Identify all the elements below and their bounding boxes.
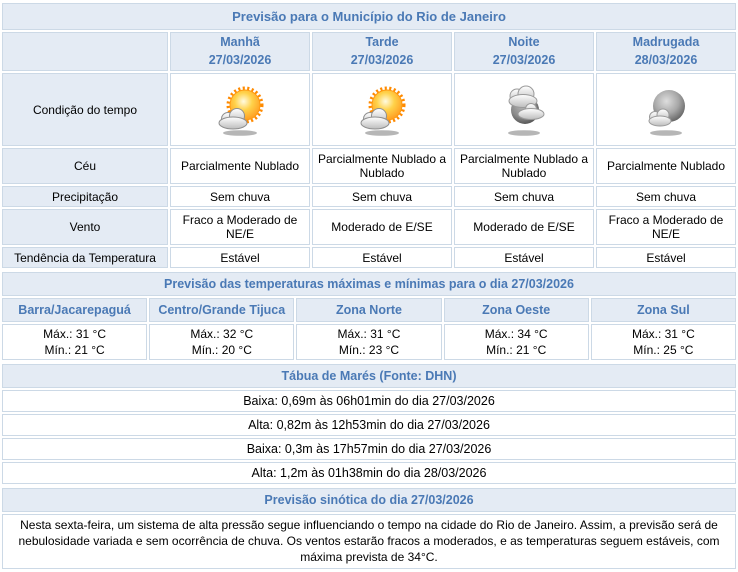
tides-table [0,362,738,486]
tide-row: Baixa: 0,69m às 06h01min do dia 27/03/2026 [2,390,736,412]
sky-value: Parcialmente Nublado [596,148,736,184]
weather-cell-madrugada [596,73,736,146]
min-temp: Mín.: 23 °C [338,343,400,358]
precipitation-value: Sem chuva [312,186,452,207]
region-header-centro: Centro/Grande Tijuca [149,298,294,322]
sky-value: Parcialmente Nublado [170,148,310,184]
tide-row: Alta: 1,2m às 01h38min do dia 28/03/2026 [2,462,736,484]
max-temp: Máx.: 31 °C [631,327,695,341]
precipitation-value: Sem chuva [454,186,594,207]
region-header-zona-oeste: Zona Oeste [444,298,589,322]
region-temps-barra [2,324,147,360]
period-date: 27/03/2026 [492,52,556,67]
wind-value: Fraco a Moderado de NE/E [170,209,310,245]
partly-cloudy-day-icon [351,82,413,138]
weather-cell-tarde [312,73,452,146]
region-temps-zona-sul [591,324,736,360]
partly-cloudy-day-icon [209,82,271,138]
period-label: Manhã [220,35,260,49]
min-temp: Mín.: 25 °C [633,343,694,358]
tides-section-header: Tábua de Marés (Fonte: DHN) [2,364,736,388]
forecast-table [0,1,738,270]
min-temp: Mín.: 21 °C [486,343,547,358]
region-temps-centro [149,324,294,360]
max-temp: Máx.: 31 °C [43,327,106,341]
region-header-zona-sul: Zona Sul [591,298,736,322]
weather-cell-noite [454,73,594,146]
temp-trend-value: Estável [170,247,310,268]
period-date: 27/03/2026 [208,52,272,67]
temperatures-table [0,270,738,362]
max-temp: Máx.: 31 °C [337,327,401,341]
wind-value: Moderado de E/SE [454,209,594,245]
partly-cloudy-night-icon [635,82,697,138]
precipitation-value: Sem chuva [596,186,736,207]
region-header-zona-norte: Zona Norte [296,298,441,322]
column-header-tarde [312,32,452,71]
row-label-vento: Vento [2,209,168,245]
temp-trend-value: Estável [312,247,452,268]
temp-trend-value: Estável [596,247,736,268]
region-temps-zona-norte [296,324,441,360]
wind-value: Moderado de E/SE [312,209,452,245]
period-label: Tarde [365,35,399,49]
precipitation-value: Sem chuva [170,186,310,207]
synoptic-table [0,486,738,571]
tide-row: Alta: 0,82m às 12h53min do dia 27/03/2026 [2,414,736,436]
period-label: Madrugada [632,35,700,49]
synoptic-text: Nesta sexta-feira, um sistema de alta pressão segue influenciando o tempo na cidade do Rio de Janeiro. Assim, a previsão será de nebulosidade variada e sem ocorrência de chuva. Os ventos estarão fracos a moderados, e as temperaturas seguem estáveis, com máxima prevista de 34°C. [2,514,736,569]
temperatures-section-header: Previsão das temperaturas máximas e mínimas para o dia 27/03/2026 [2,272,736,296]
region-header-barra: Barra/Jacarepaguá [2,298,147,322]
column-header-madrugada [596,32,736,71]
row-label-tendencia: Tendência da Temperatura [2,247,168,268]
period-date: 27/03/2026 [350,52,414,67]
min-temp: Mín.: 21 °C [44,343,105,358]
wind-value: Fraco a Moderado de NE/E [596,209,736,245]
tide-row: Baixa: 0,3m às 17h57min do dia 27/03/2026 [2,438,736,460]
period-date: 28/03/2026 [634,52,698,67]
temp-trend-value: Estável [454,247,594,268]
min-temp: Mín.: 20 °C [191,343,252,358]
column-header-manha [170,32,310,71]
max-temp: Máx.: 34 °C [484,327,548,341]
column-header-noite [454,32,594,71]
corner-blank-cell [2,32,168,71]
region-temps-zona-oeste [444,324,589,360]
period-label: Noite [508,35,540,49]
sky-value: Parcialmente Nublado a Nublado [454,148,594,184]
row-label-condicao: Condição do tempo [2,73,168,146]
row-label-ceu: Céu [2,148,168,184]
page-title: Previsão para o Município do Rio de Janeiro [2,3,736,30]
mostly-cloudy-night-icon [493,82,555,138]
row-label-precipitacao: Precipitação [2,186,168,207]
sky-value: Parcialmente Nublado a Nublado [312,148,452,184]
synoptic-section-header: Previsão sinótica do dia 27/03/2026 [2,488,736,512]
weather-cell-manha [170,73,310,146]
max-temp: Máx.: 32 °C [190,327,254,341]
